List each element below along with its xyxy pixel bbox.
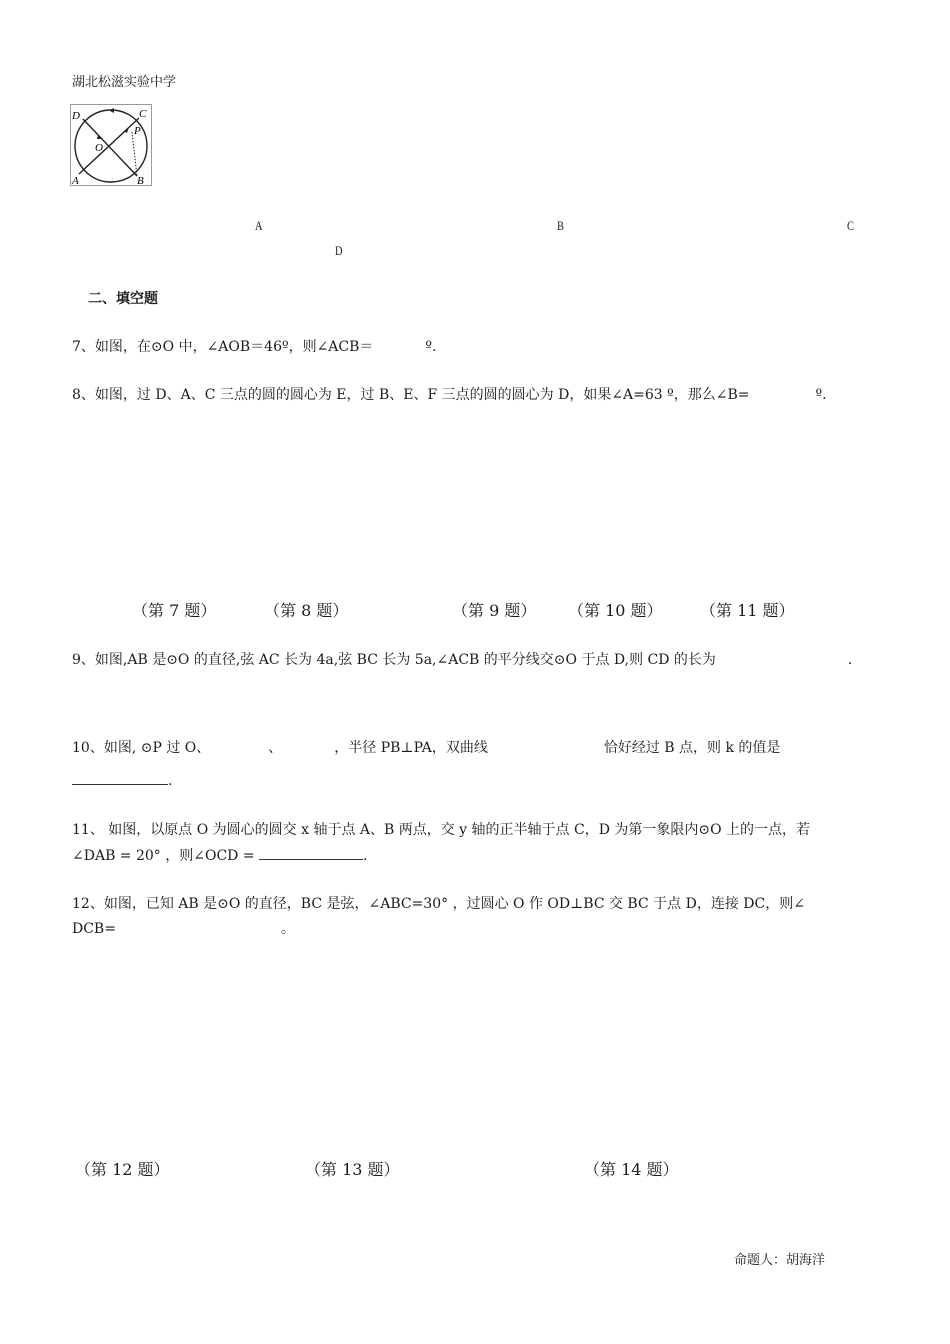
label-O: O xyxy=(95,142,103,154)
caption-q9: （第 9 题） xyxy=(452,601,537,620)
question-11-line2-text: ∠DAB = 20° ，则∠OCD = xyxy=(72,848,255,864)
caption-q8: （第 8 题） xyxy=(264,601,349,620)
question-9-text: 9、如图,AB 是⊙O 的直径,弦 AC 长为 4a,弦 BC 长为 5a,∠ACB 的平分线交⊙O 于点 D,则 CD 的长为 xyxy=(72,652,716,668)
circle-diagram-icon xyxy=(71,105,151,185)
caption-q12: （第 12 题） xyxy=(75,1160,170,1179)
question-12-line2-text: DCB= xyxy=(72,921,116,937)
question-10-part4: 恰好经过 B 点，则 k 的值是 xyxy=(603,740,781,756)
answer-blank-11[interactable] xyxy=(259,847,363,860)
question-7-text: 7、如图，在⊙O 中，∠AOB＝46º，则∠ACB＝ xyxy=(72,339,374,355)
label-P: P xyxy=(134,125,141,137)
question-8-suffix: º. xyxy=(815,387,827,403)
question-7-suffix: º. xyxy=(425,339,437,355)
label-D: D xyxy=(72,110,80,122)
question-12-suffix: 。 xyxy=(280,921,295,937)
label-B: B xyxy=(137,175,144,185)
question-11-suffix: . xyxy=(363,848,368,864)
question-11-line1: 11、 如图，以原点 O 为圆心的圆交 x 轴于点 A、B 两点，交 y 轴的正半轴于点 C，D 为第一象限内⊙O 上的一点，若 xyxy=(72,822,811,838)
question-10-part3: ，半径 PB⊥PA，双曲线 xyxy=(334,740,488,756)
question-9 xyxy=(72,649,852,669)
question-10-part1: 10、如图, ⊙P 过 O、 xyxy=(72,740,211,756)
circle-figure-q6 xyxy=(70,104,152,186)
caption-q11: （第 11 题） xyxy=(700,601,795,620)
answer-blank-10[interactable] xyxy=(72,772,168,785)
question-8-text: 8、如图，过 D、A、C 三点的圆的圆心为 E，过 B、E、F 三点的圆的圆心为 D，如果∠A=63 º，那么∠B= xyxy=(72,387,750,403)
school-name: 湖北松滋实验中学 xyxy=(72,75,177,90)
caption-q7: （第 7 题） xyxy=(132,601,217,620)
caption-q14: （第 14 题） xyxy=(584,1160,679,1179)
section-title: 二、填空题 xyxy=(88,291,158,307)
question-11-line2 xyxy=(72,845,367,865)
option-a: A xyxy=(255,218,263,233)
question-8 xyxy=(72,384,827,404)
question-10-suffix: . xyxy=(168,773,173,789)
label-A: A xyxy=(72,175,79,185)
question-10 xyxy=(72,737,780,757)
option-b: B xyxy=(557,218,564,233)
question-7 xyxy=(72,336,436,356)
caption-q10: （第 10 题） xyxy=(568,601,663,620)
author-credit: 命题人：胡海洋 xyxy=(734,1253,826,1268)
question-9-suffix: . xyxy=(847,652,853,668)
label-C: C xyxy=(139,108,147,120)
caption-q13: （第 13 题） xyxy=(305,1160,400,1179)
option-c: C xyxy=(847,218,854,233)
question-10-part2: 、 xyxy=(268,740,283,756)
option-d: D xyxy=(335,243,343,258)
question-10-answer-line xyxy=(72,772,172,789)
question-12-line2 xyxy=(72,918,295,938)
question-12-line1: 12、如图，已知 AB 是⊙O 的直径，BC 是弦，∠ABC=30° ，过圆心 O 作 OD⊥BC 交 BC 于点 D，连接 DC，则∠ xyxy=(72,896,805,912)
